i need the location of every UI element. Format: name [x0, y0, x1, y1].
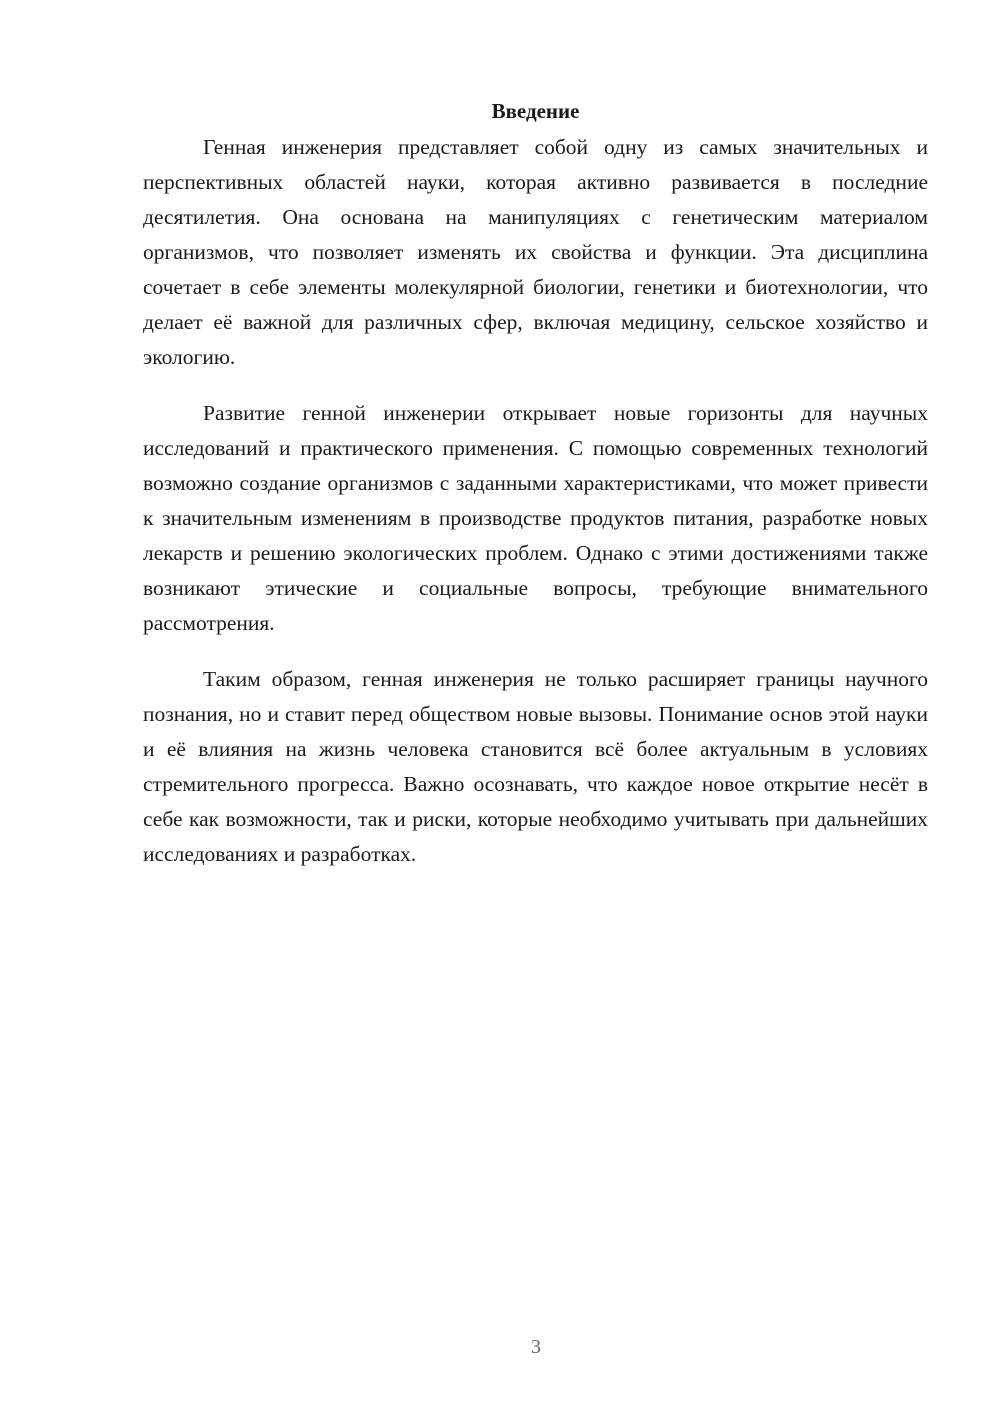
page-number: 3	[531, 1336, 541, 1358]
section-title: Введение	[491, 99, 580, 123]
page-content	[143, 96, 928, 893]
paragraph-3: Таким образом, генная инженерия не только расширяет границы научного познания, но и ставит перед обществом новые вызовы. Понимание основ этой науки и её влияния на жизнь человека становится всё более актуальным в условиях стремительного прогресса. Важно осознавать, что каждое новое открытие несёт в себе как возможности, так и риски, которые необходимо учитывать при дальнейших исследованиях и разработках.	[143, 667, 928, 866]
paragraph-2: Развитие генной инженерии открывает новые горизонты для научных исследований и практического применения. С помощью современных технологий возможно создание организмов с заданными характеристиками, что может привести к значительным изменениям в производстве продуктов питания, разработке новых лекарств и решению экологических проблем. Однако с этими достижениями также возникают этические и социальные вопросы, требующие внимательного рассмотрения.	[143, 401, 928, 635]
paragraph-1: Генная инженерия представляет собой одну из самых значительных и перспективных областей науки, которая активно развивается в последние десятилетия. Она основана на манипуляциях с генетическим материалом организмов, что позволяет изменять их свойства и функции. Эта дисциплина сочетает в себе элементы молекулярной биологии, генетики и биотехнологии, что делает её важной для различных сфер, включая медицину, сельское хозяйство и экологию.	[143, 135, 928, 369]
